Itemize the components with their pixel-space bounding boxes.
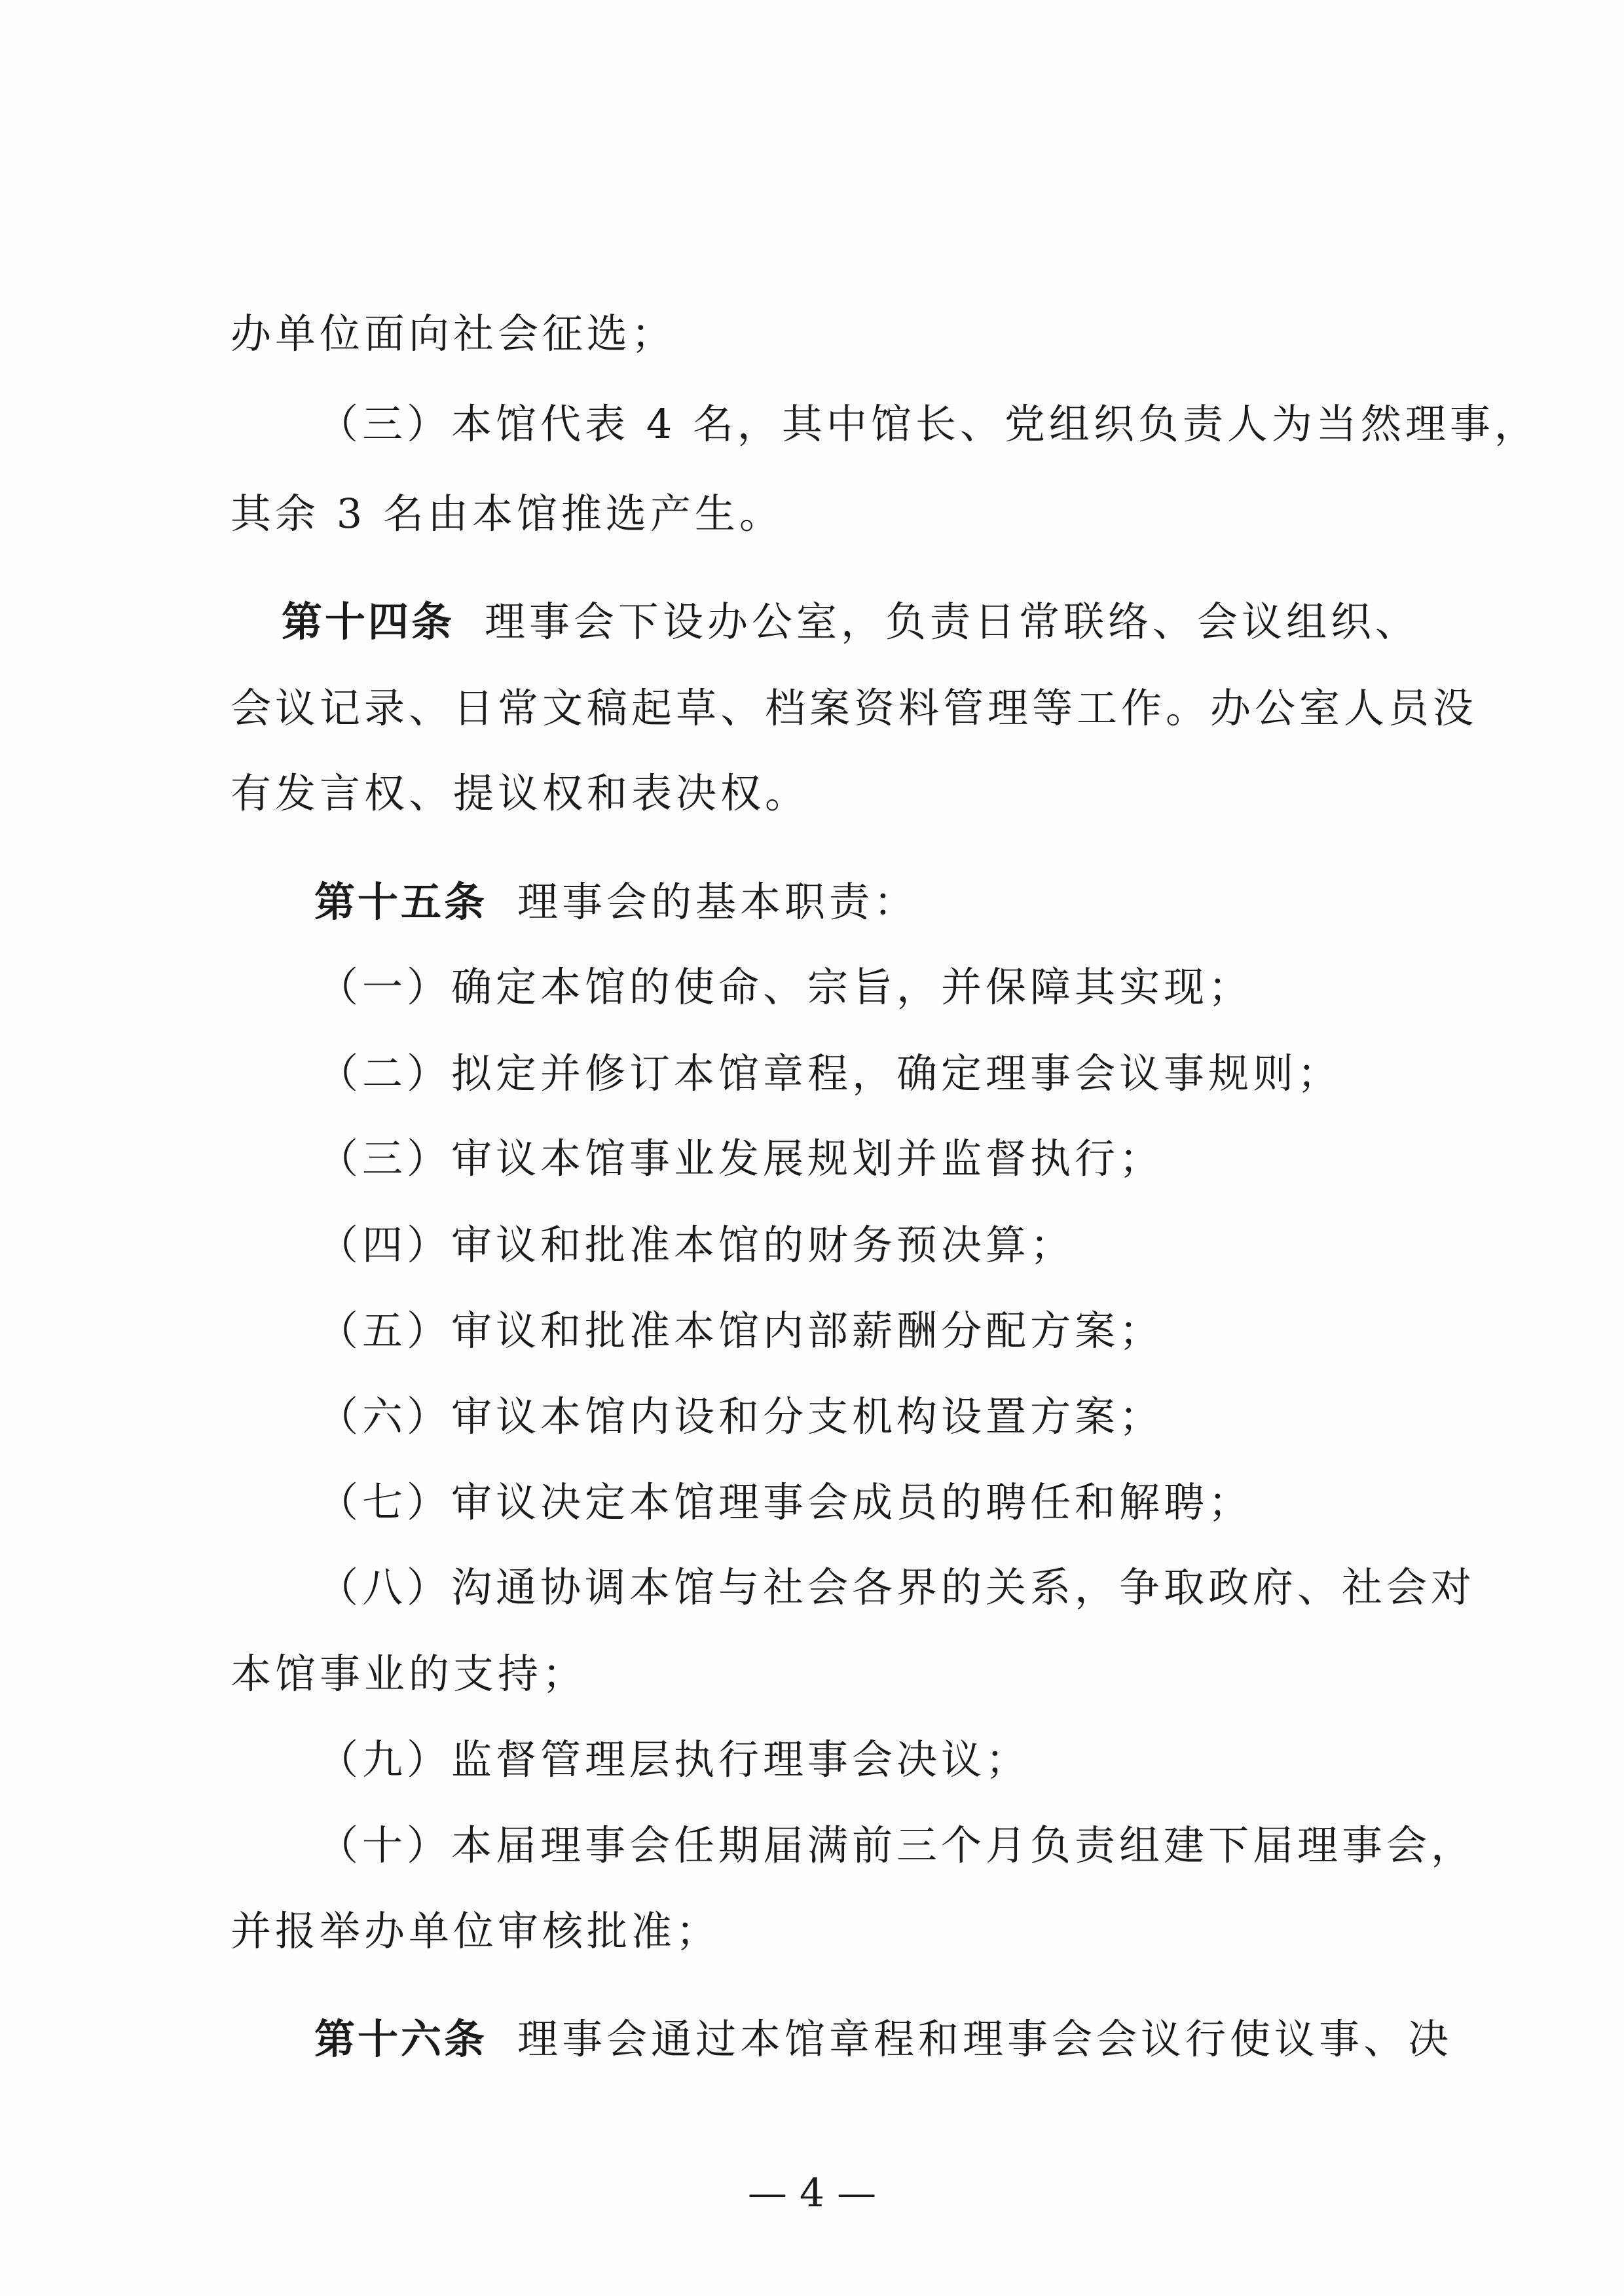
article-15-line (314, 876, 1519, 928)
text-line: 办单位面向社会征选； (231, 310, 676, 357)
list-item: （五）审议和批准本馆内部薪酬分配方案； (318, 1307, 1164, 1355)
list-item: （六）审议本馆内设和分支机构设置方案； (318, 1393, 1164, 1440)
text-line: 本馆事业的支持； (231, 1650, 587, 1698)
text-line: 其余 3 名由本馆推选产生。 (231, 490, 784, 538)
text-line: 会议记录、日常文稿起草、档案资料管理等工作。办公室人员没 (231, 684, 1478, 732)
list-item: （八）沟通协调本馆与社会各界的关系，争取政府、社会对 (318, 1563, 1476, 1611)
article-14-line (282, 596, 1486, 648)
article-15-text: 理事会的基本职责： (517, 878, 919, 926)
text-line: （三）本馆代表 4 名，其中馆长、党组织负责人为当然理事， (318, 400, 1539, 448)
article-14-text: 理事会下设办公室，负责日常联络、会议组织、 (485, 598, 1420, 646)
article-14-heading: 第十四条 (282, 598, 455, 646)
article-15-heading: 第十五条 (314, 878, 488, 926)
list-item: （三）审议本馆事业发展规划并监督执行； (318, 1135, 1164, 1182)
article-16-heading: 第十六条 (314, 2015, 488, 2063)
list-item: （一）确定本馆的使命、宗旨，并保障其实现； (318, 963, 1253, 1011)
list-item: （十）本届理事会任期届满前三个月负责组建下届理事会， (318, 1821, 1476, 1869)
list-item: （四）审议和批准本馆的财务预决算； (318, 1221, 1075, 1269)
list-item: （二）拟定并修订本馆章程，确定理事会议事规则； (318, 1049, 1342, 1097)
article-16-text: 理事会通过本馆章程和理事会会议行使议事、决 (517, 2015, 1453, 2063)
page-number: — 4 — (747, 2170, 877, 2216)
list-item: （七）审议决定本馆理事会成员的聘任和解聘； (318, 1478, 1253, 1526)
text-line: 有发言权、提议权和表决权。 (231, 769, 810, 817)
article-16-line (314, 2013, 1519, 2066)
text-line: 并报举办单位审核批准； (231, 1907, 721, 1955)
list-item: （九）监督管理层执行理事会决议； (318, 1736, 1031, 1783)
